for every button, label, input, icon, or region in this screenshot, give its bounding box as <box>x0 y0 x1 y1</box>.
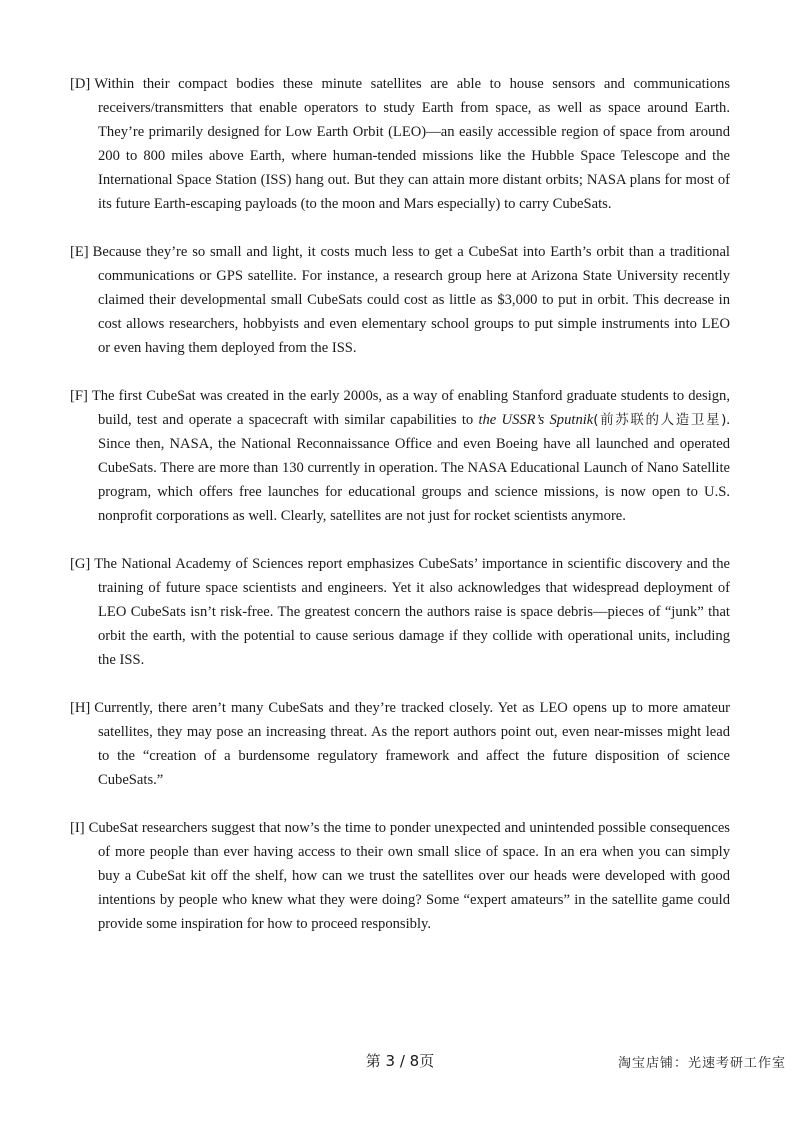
chinese-annotation: (前苏联的人造卫星) <box>593 412 727 428</box>
paragraph-f <box>70 384 730 528</box>
paragraph-text: The National Academy of Sciences report emphasizes CubeSats’ importance in scientific discovery and the training of future space scientists and engineers. Yet it also acknowledges that widespread deployment of LEO CubeSats isn’t risk-free. The greatest concern the authors raise is space debris—pieces of “junk” that orbit the earth, with the potential to cause serious damage if they collide with operational units, including the ISS. <box>94 556 730 668</box>
paragraph-label: [E] <box>70 244 89 260</box>
sputnik-italic: the USSR’s Sputnik <box>478 412 594 428</box>
paragraph-d <box>70 72 730 216</box>
document-body <box>70 72 730 960</box>
paragraph-h <box>70 696 730 792</box>
page-footer <box>0 1050 800 1074</box>
paragraph-g <box>70 552 730 672</box>
paragraph-i <box>70 816 730 936</box>
paragraph-text: Because they’re so small and light, it costs much less to get a CubeSat into Earth’s orbit than a traditional communications or GPS satellite. For instance, a research group here at Arizona State University recently claimed their developmental small CubeSats could cost as little as $3,000 to put in orbit. This decrease in cost allows researchers, hobbyists and even elementary school groups to put simple instruments into LEO or even having them deployed from the ISS. <box>92 244 730 356</box>
paragraph-text-before: The first CubeSat was created in the early 2000s, as a way of enabling Stanford graduate students to design, build, test and operate a spacecraft with similar capabilities to <box>91 388 730 428</box>
paragraph-label: [F] <box>70 388 88 404</box>
page-number: 第 3 / 8页 <box>365 1052 435 1070</box>
paragraph-text: Currently, there aren’t many CubeSats and they’re tracked closely. Yet as LEO opens up to more amateur satellites, they may pose an increasing threat. As the report authors point out, even near-misses might lead to the “creation of a burdensome regulatory framework and affect the future disposition of science CubeSats.” <box>94 700 730 788</box>
paragraph-label: [I] <box>70 820 85 836</box>
paragraph-text: Within their compact bodies these minute satellites are able to house sensors and communications receivers/transmitters that enable operators to study Earth from space, as well as space around Earth. They’re primarily designed for Low Earth Orbit (LEO)—an easily accessible region of space from around 200 to 800 miles above Earth, where human-tended missions like the Hubble Space Telescope and the International Space Station (ISS) hang out. But they can attain more distant orbits; NASA plans for most of its future Earth-escaping payloads (to the moon and Mars especially) to carry CubeSats. <box>94 76 730 212</box>
paragraph-label: [H] <box>70 700 91 716</box>
shop-watermark: 淘宝店铺：光速考研工作室 <box>617 1056 786 1071</box>
paragraph-text-after: . Since then, NASA, the National Reconnaissance Office and even Boeing have all launched and operated CubeSats. There are more than 130 currently in operation. The NASA Educational Launch of Nano Satellite program, which offers free launches for educational groups and science missions, is now open to U.S. nonprofit corporations as well. Clearly, satellites are not just for rocket scientists anymore. <box>98 412 731 524</box>
paragraph-label: [D] <box>70 76 91 92</box>
paragraph-text: CubeSat researchers suggest that now’s the time to ponder unexpected and unintended possible consequences of more people than ever having access to their own small slice of space. In an era when you can simply buy a CubeSat kit off the shelf, how can we trust the satellites over our heads were developed with good intentions by people who knew what they were doing? Some “expert amateurs” in the satellite game could provide some inspiration for how to proceed responsibly. <box>88 820 730 932</box>
paragraph-e <box>70 240 730 360</box>
paragraph-label: [G] <box>70 556 91 572</box>
